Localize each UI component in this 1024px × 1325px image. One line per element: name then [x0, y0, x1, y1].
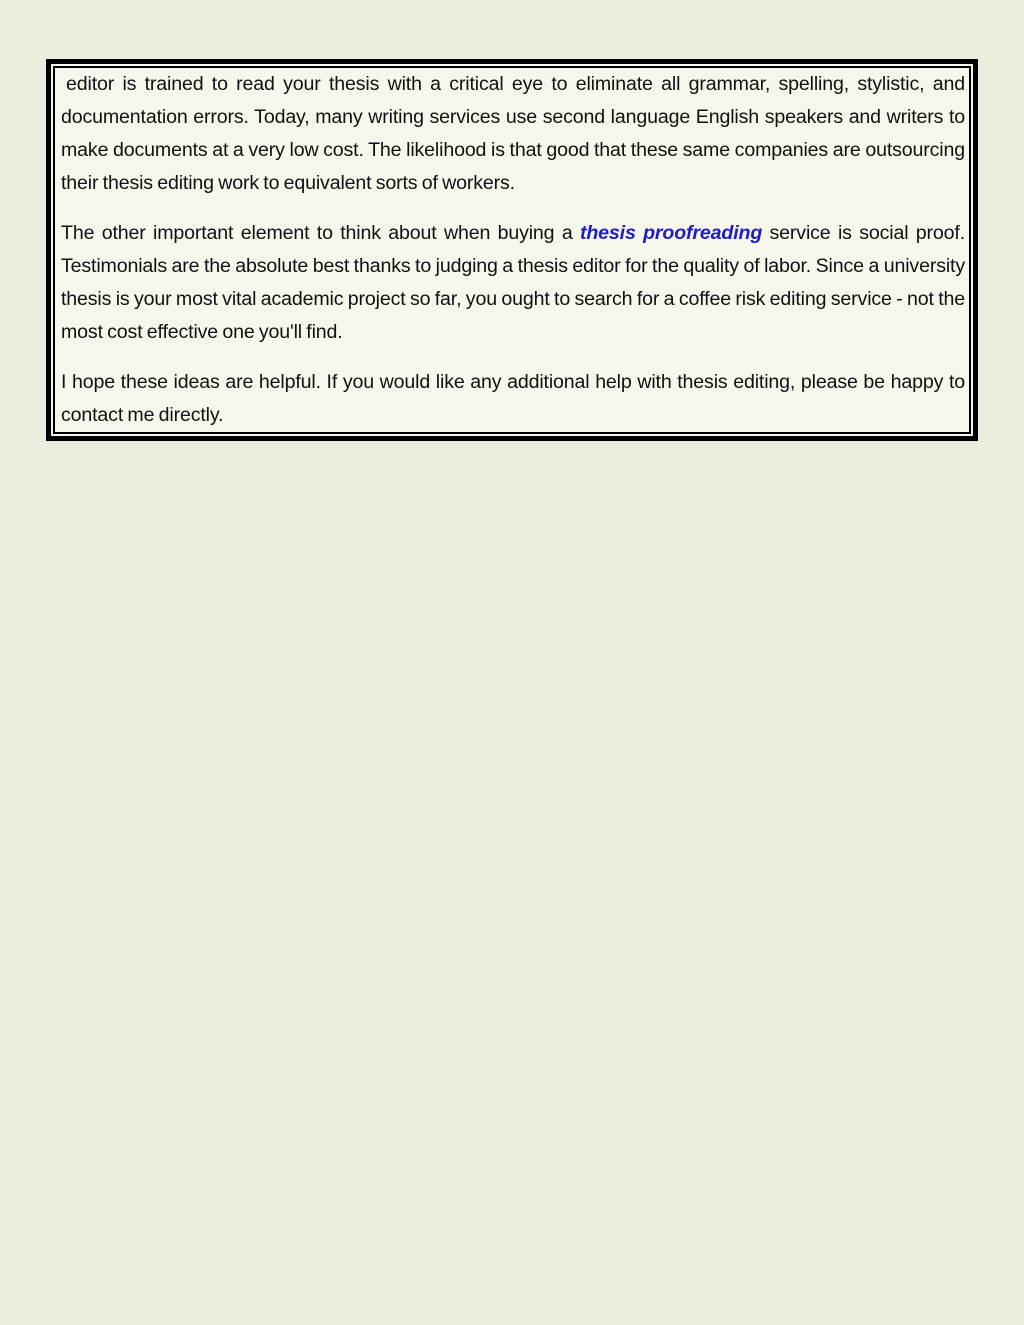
- text-box-frame: [46, 59, 978, 441]
- paragraph-3: I hope these ideas are helpful. If you would like any additional help with thesis editing, please be happy to contact me directly.: [61, 371, 965, 426]
- paragraph-1: editor is trained to read your thesis with a critical eye to eliminate all grammar, spelling, stylistic, and documentation errors. Today, many writing services use second language English speakers and writers to make documents at a very low cost. The likelihood is that good that these same companies are outsourcing their thesis editing work to equivalent sorts of workers.: [61, 73, 965, 194]
- paragraph-2: [61, 217, 965, 349]
- paragraph-2-text-after: service is social proof. Testimonials are the absolute best thanks to judging a thesis editor for the quality of labor. Since a university thesis is your most vital academic project so far, you ought to search for a coffee risk editing service - not the most cost effective one you'll find.: [61, 222, 965, 343]
- paragraph-2-text-before: The other important element to think about when buying a: [61, 222, 580, 244]
- document-body: [61, 68, 965, 449]
- thesis-proofreading-link[interactable]: thesis proofreading: [579, 222, 763, 244]
